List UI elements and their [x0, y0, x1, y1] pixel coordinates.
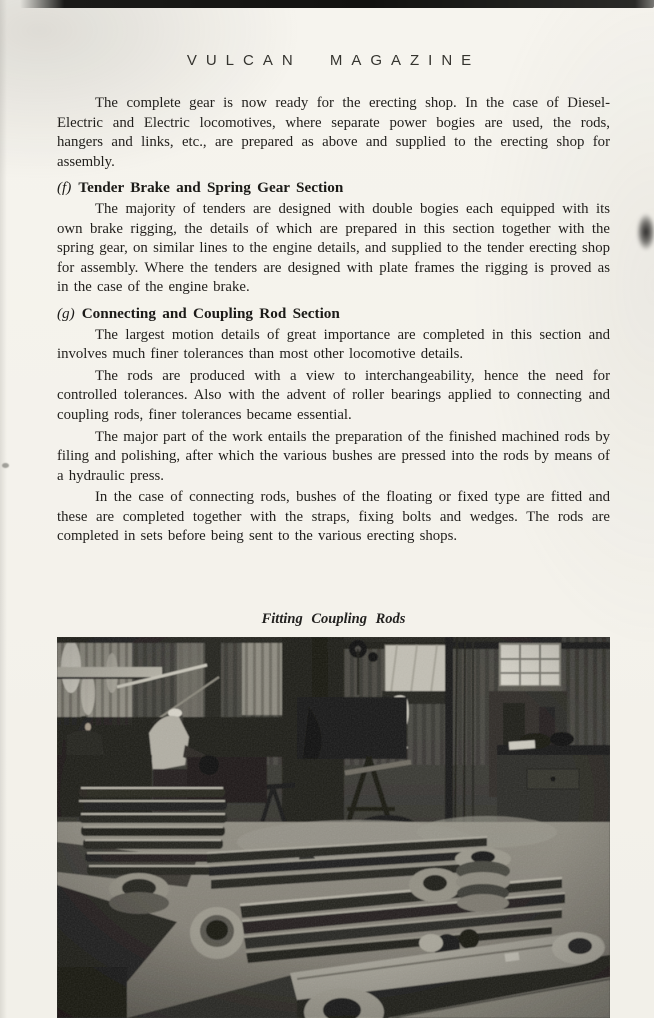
body-paragraph: The largest motion details of great importance are completed in this section and involves much finer tolerances than most other locomotive details.	[57, 326, 610, 363]
scan-edge-top	[20, 0, 654, 8]
workshop-photo-art	[57, 637, 610, 1018]
article-body	[57, 94, 610, 610]
section-heading-f	[57, 178, 610, 198]
masthead-title: VULCAN MAGAZINE	[186, 52, 481, 69]
body-paragraph: The majority of tenders are designed with double bogies each equipped with its own brake rigging, the details of which are prepared in this section together with the spring gear, on similar lines to the engine details, and supplied to the tender erecting shop for assembly. Where the tenders are designed with plate frames the rigging is proved as in the case of the engine brake.	[57, 200, 610, 296]
section-title-f: Tender Brake and Spring Gear Section	[78, 179, 344, 197]
scan-edge-left	[0, 0, 7, 1018]
section-heading-g	[57, 304, 610, 324]
figure-caption: Fitting Coupling Rods	[261, 611, 406, 627]
section-title-g: Connecting and Coupling Rod Section	[81, 304, 340, 322]
workshop-photo	[57, 637, 610, 1018]
body-paragraph: The rods are produced with a view to interchangeability, hence the need for controlled tolerances. Also with the advent of roller bearings applied to connecting and coupling rods, finer tolerances became essential.	[57, 367, 610, 423]
body-paragraph: The complete gear is now ready for the erecting shop. In the case of Diesel-Electric and Electric locomotives, where separate power bogies are used, the rods, hangers and links, etc., are prepared as above and supplied to the erecting shop for assembly.	[57, 95, 610, 170]
section-marker-f: (f)	[57, 179, 72, 197]
section-marker-g: (g)	[57, 304, 75, 322]
body-paragraph: In the case of connecting rods, bushes of the floating or fixed type are fitted and these are completed together with the straps, fixing bolts and wedges. The rods are completed in sets before being sent to the various erecting shops.	[57, 489, 610, 545]
photo-grain	[57, 637, 610, 1018]
scan-smudge-right	[633, 206, 654, 258]
body-paragraph: The major part of the work entails the preparation of the finished machined rods by filing and polishing, after which the various bushes are pressed into the rods by means of a hydraulic press.	[57, 428, 610, 484]
